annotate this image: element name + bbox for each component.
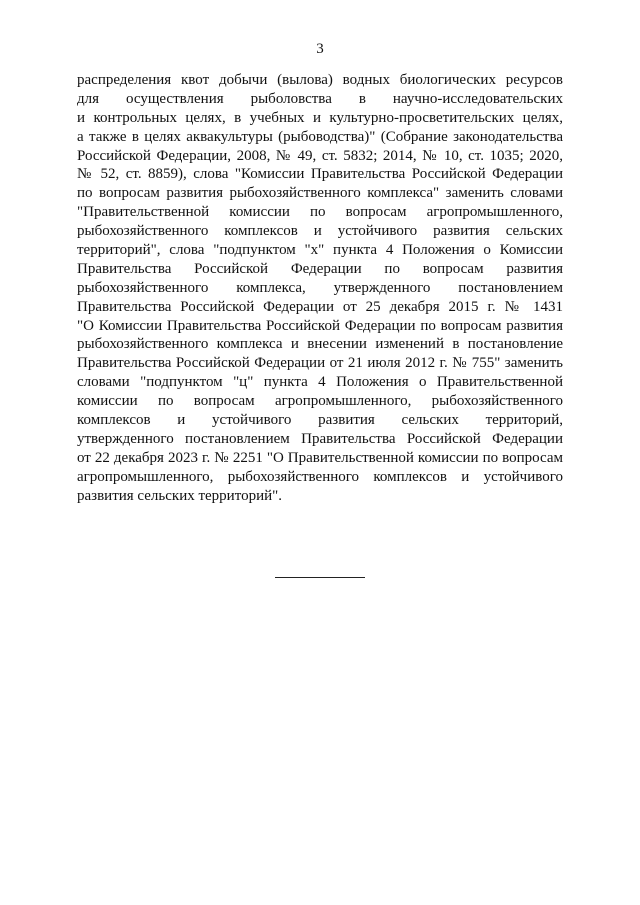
text-line-6: № 52, ст. 8859), слова "Комиссии Правительства Российской Федерации	[77, 166, 563, 183]
text-line-10: территорий", слова "подпунктом "х" пункта 4 Положения о Комиссии	[77, 242, 563, 259]
body-paragraph	[77, 71, 563, 505]
text-line-13: Правительства Российской Федерации от 25 декабря 2015 г. № 1431	[77, 298, 563, 315]
text-line-9: рыбохозяйственного комплексов и устойчивого развития сельских	[77, 223, 563, 240]
text-line-1: распределения квот добычи (вылова) водных биологических ресурсов	[77, 72, 563, 88]
text-line-19: комплексов и устойчивого развития сельских территорий,	[77, 412, 563, 429]
text-line-14: "О Комиссии Правительства Российской Федерации по вопросам развития	[77, 317, 563, 334]
text-line-20: утвержденного постановлением Правительства Российской Федерации	[77, 430, 563, 447]
text-line-21: от 22 декабря 2023 г. № 2251 "О Правительственной комиссии по вопросам	[77, 449, 563, 466]
text-line-23: развития сельских территорий".	[77, 487, 282, 504]
text-line-18: комиссии по вопросам агропромышленного, рыбохозяйственного	[77, 393, 563, 410]
text-line-4: а также в целях аквакультуры (рыбоводства)" (Собрание законодательства	[77, 128, 563, 145]
text-line-2: для осуществления рыболовства в научно-исследовательских	[77, 90, 563, 107]
text-line-22: агропромышленного, рыбохозяйственного комплексов и устойчивого	[77, 468, 563, 485]
text-line-5: Российской Федерации, 2008, № 49, ст. 5832; 2014, № 10, ст. 1035; 2020,	[77, 147, 563, 164]
text-line-12: рыбохозяйственного комплекса, утвержденного постановлением	[77, 279, 563, 296]
text-line-8: "Правительственной комиссии по вопросам агропромышленного,	[77, 204, 563, 221]
text-line-3: и контрольных целях, в учебных и культурно-просветительских целях,	[77, 109, 563, 126]
text-line-16: Правительства Российской Федерации от 21 июля 2012 г. № 755" заменить	[77, 355, 563, 372]
page-number: 3	[316, 41, 324, 57]
end-of-text-rule	[275, 577, 365, 578]
text-line-17: словами "подпунктом "ц" пункта 4 Положения о Правительственной	[77, 374, 563, 391]
text-line-7: по вопросам развития рыбохозяйственного комплекса" заменить словами	[77, 185, 563, 202]
text-line-11: Правительства Российской Федерации по вопросам развития	[77, 260, 563, 277]
text-line-15: рыбохозяйственного комплекса и внесении изменений в постановление	[77, 336, 563, 353]
